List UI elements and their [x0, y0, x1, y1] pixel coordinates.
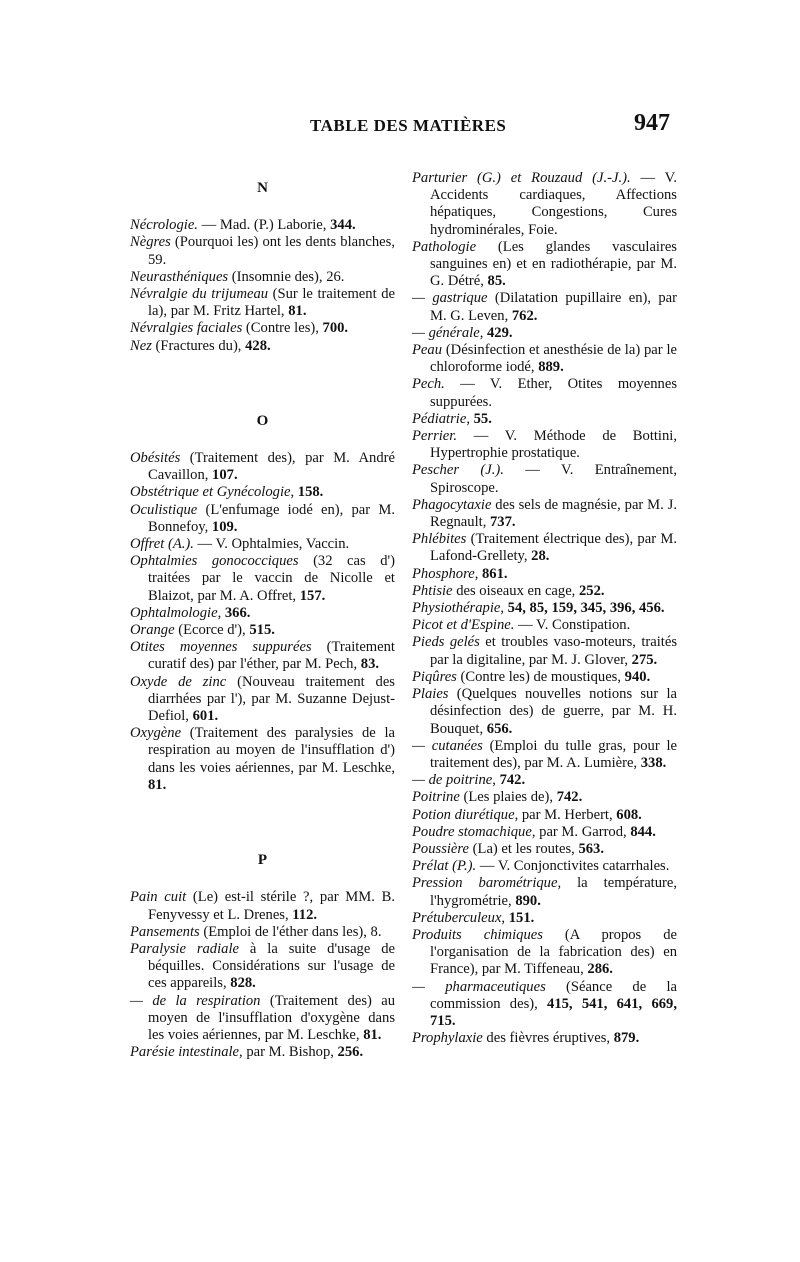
entry-text: (Quelques nouvelles notions sur la désinfection des) de guerre, par M. H. Bouquet,	[430, 686, 677, 737]
entry-topic: Nègres	[130, 234, 171, 251]
index-entry	[130, 725, 395, 794]
entry-topic: Picot et d'Espine.	[412, 617, 515, 634]
index-entry	[412, 325, 677, 342]
entry-text: à la suite d'usage de béquilles. Considérations sur l'usage de ces appareils,	[148, 940, 395, 992]
index-entry	[412, 583, 677, 600]
entry-pages: 81.	[288, 303, 307, 320]
entry-text: ,	[290, 484, 298, 501]
entry-pages: 81.	[363, 1026, 382, 1043]
index-entry	[130, 639, 395, 673]
index-entry	[412, 789, 677, 806]
entry-topic: Ophtalmies gonococciques	[130, 553, 299, 570]
entry-pages: 256.	[337, 1044, 364, 1061]
entry-pages: 158.	[297, 484, 324, 501]
index-entry	[130, 622, 395, 639]
entry-text: — V. Conjonctivites catarrhales.	[476, 858, 670, 875]
entry-text: (Fractures du),	[151, 337, 246, 354]
index-entry	[412, 807, 677, 824]
index-entry	[130, 338, 395, 355]
entry-topic: Poitrine	[412, 789, 460, 806]
entry-topic: Pansements	[130, 923, 200, 940]
index-entry	[412, 566, 677, 583]
entry-pages: 890.	[515, 892, 541, 909]
entry-topic: Pieds gelés	[412, 634, 480, 651]
entry-pages: 286.	[587, 961, 613, 978]
page-header	[120, 110, 670, 140]
entry-topic: Poudre stomachique	[412, 823, 532, 840]
index-entry	[412, 239, 677, 291]
entry-topic: Neurasthéniques	[130, 268, 229, 285]
entry-text: — Mad. (P.) Laborie,	[197, 217, 331, 234]
entry-topic: Parturier (G.) et Rouzaud (J.-J.).	[412, 170, 631, 186]
index-entry	[412, 342, 677, 376]
entry-text: — V. Ether, Otites moyennes suppurées.	[430, 376, 677, 410]
entry-topic: Oxygène	[130, 725, 182, 742]
entry-topic: Plaies	[412, 686, 449, 703]
entry-text: des sels de magnésie, par M. J. Regnault,	[430, 496, 677, 531]
entry-topic: Phosphore	[412, 565, 475, 582]
entry-pages: 28.	[531, 548, 550, 565]
entry-text: (Insomnie des), 26.	[228, 268, 345, 285]
entry-pages: 428.	[245, 337, 271, 354]
entry-pages: 415, 541, 641, 669, 715.	[430, 995, 677, 1029]
entry-text: (Emploi du tulle gras, pour le traitement des), par M. A. Lumière,	[430, 737, 678, 771]
entry-pages: 112.	[292, 906, 318, 923]
entry-pages: 861.	[482, 565, 508, 582]
entry-text: (Nouveau traitement des diarrhées par l'), par M. Suzanne Dejust-Defiol,	[148, 673, 395, 725]
index-entry	[130, 450, 395, 484]
entry-pages: 107.	[212, 467, 238, 484]
index-entry	[412, 600, 677, 617]
index-entry	[130, 993, 395, 1045]
entry-topic: Parésie intestinale	[130, 1044, 240, 1061]
entry-topic: Poussière	[412, 840, 470, 857]
index-entry	[130, 536, 395, 553]
entry-pages: 889.	[538, 359, 564, 376]
entry-pages: 85.	[487, 273, 506, 290]
entry-text: (Contre les),	[242, 320, 323, 337]
entry-topic: Produits chimiques	[412, 926, 543, 943]
entry-topic: — gastrique	[412, 290, 488, 307]
index-entry	[412, 531, 677, 565]
index-entry	[412, 462, 677, 496]
section-n-entries	[130, 217, 395, 355]
entry-topic: Offret (A.).	[130, 536, 194, 553]
entry-text: et troubles vaso-moteurs, traités par la digitaline, par M. J. Glover,	[430, 634, 678, 668]
entry-pages: 366.	[224, 604, 251, 621]
entry-topic: Nécrologie.	[130, 217, 198, 234]
section-o-entries	[130, 450, 395, 794]
index-entry	[412, 634, 677, 668]
index-entry	[130, 234, 395, 268]
index-entry	[130, 286, 395, 320]
entry-text: (Traitement curatif des) par l'éther, par M. Pech,	[148, 639, 395, 673]
index-entry	[412, 617, 677, 634]
entry-text: ,	[217, 604, 225, 621]
index-entry	[130, 484, 395, 501]
entry-topic: Obstétrique et Gynécologie	[130, 484, 291, 501]
entry-topic: Pédiatrie	[412, 410, 467, 427]
index-entry	[412, 686, 677, 738]
entry-pages: 656.	[486, 720, 513, 737]
entry-pages: 742.	[499, 772, 526, 789]
entry-pages: 344.	[330, 217, 356, 234]
entry-text: (L'enfumage iodé en), par M. Bonnefoy,	[148, 501, 395, 535]
entry-topic: Prétuberculeux	[412, 909, 502, 926]
entry-topic: Pescher (J.).	[412, 462, 504, 479]
entry-text: , par M. Herbert,	[514, 806, 617, 823]
index-entry	[412, 858, 677, 875]
entry-pages: 515.	[249, 622, 275, 639]
entry-topic: Obésités	[130, 450, 181, 467]
entry-text: — V. Accidents cardiaques, Affections hépatiques, Congestions, Cures hydrominérales, Foie.	[430, 170, 677, 238]
entry-text: (Sur le traitement de la), par M. Fritz Hartel,	[148, 286, 395, 320]
entry-text: (Traitement des) au moyen de l'insufflation d'oxygène dans les voies aériennes, par M. Leschke,	[148, 992, 395, 1043]
section-letter-n: N	[257, 180, 268, 196]
entry-text: (Traitement des paralysies de la respiration au moyen de l'insufflation d') dans les voies aériennes, par M. Leschke,	[148, 725, 395, 776]
entry-text: ,	[479, 324, 487, 341]
entry-text: ,	[500, 600, 508, 617]
index-entry	[412, 910, 677, 927]
left-column	[130, 170, 395, 1061]
index-entry	[412, 497, 677, 531]
entry-pages: 844.	[630, 823, 656, 840]
entry-pages: 429.	[486, 324, 513, 341]
entry-text: (Le) est-il stérile ?, par MM. B. Fenyvessy et L. Drenes,	[148, 889, 395, 923]
entry-text: ,	[501, 909, 509, 926]
index-entry	[412, 772, 677, 789]
entry-text: ,	[474, 565, 482, 582]
index-entry	[412, 411, 677, 428]
index-entry	[412, 927, 677, 979]
entry-pages: 700.	[322, 320, 349, 337]
index-entry	[130, 502, 395, 536]
entry-text: , par M. Bishop,	[239, 1044, 338, 1061]
index-entry	[130, 605, 395, 622]
index-entry	[130, 941, 395, 993]
entry-pages: 157.	[299, 587, 326, 604]
entry-text: , la température, l'hygrométrie,	[430, 875, 678, 909]
entry-text: (Ecorce d'),	[174, 622, 250, 639]
entry-pages: 940.	[624, 668, 651, 685]
index-entry	[412, 1030, 677, 1047]
entry-text: — V. Constipation.	[514, 617, 631, 634]
entry-pages: 83.	[360, 656, 380, 673]
index-entry	[130, 889, 395, 923]
right-column	[412, 170, 677, 1047]
entry-topic: Phlébites	[412, 531, 467, 548]
entry-pages: 81.	[148, 776, 167, 793]
index-entry	[412, 738, 677, 772]
entry-text: ,	[492, 772, 500, 789]
entry-pages: 151.	[508, 909, 535, 926]
entry-topic: Pathologie	[412, 238, 477, 255]
entry-text: (Traitement électrique des), par M. Lafond-Grellety,	[430, 531, 677, 565]
entry-pages: 742.	[556, 789, 583, 806]
index-entry	[412, 669, 677, 686]
entry-text: (Séance de la commission des),	[430, 978, 677, 1012]
entry-pages: 55.	[473, 410, 492, 427]
entry-text: des fièvres éruptives,	[482, 1030, 614, 1047]
entry-text: (Emploi de l'éther dans les), 8.	[199, 923, 382, 940]
entry-topic: — générale	[412, 324, 480, 341]
entry-topic: Otites moyennes suppurées	[130, 639, 312, 656]
entry-pages: 563.	[578, 840, 604, 857]
entry-text: des oiseaux en cage,	[452, 582, 579, 599]
entry-pages: 338.	[640, 754, 667, 771]
index-entry	[412, 875, 677, 909]
index-entry	[412, 979, 677, 1031]
entry-pages: 828.	[230, 975, 256, 992]
entry-text: — V. Méthode de Bottini, Hypertrophie prostatique.	[430, 428, 677, 462]
entry-text: (Les glandes vasculaires sanguines en) et en radiothérapie, par M. G. Détré,	[430, 238, 677, 290]
entry-topic: Orange	[130, 622, 175, 639]
section-p-entries	[130, 889, 395, 1061]
entry-pages: 252.	[578, 582, 605, 599]
index-entry	[412, 376, 677, 410]
index-entry	[412, 824, 677, 841]
entry-topic: — pharmaceutiques	[412, 978, 546, 995]
entry-topic: Pain cuit	[130, 889, 187, 906]
entry-topic: — de poitrine	[412, 772, 493, 789]
entry-topic: Prélat (P.).	[412, 858, 477, 875]
index-entry	[130, 269, 395, 286]
index-entry	[130, 674, 395, 726]
entry-pages: 109.	[211, 518, 238, 535]
entry-text: (Dilatation pupillaire en), par M. G. Leven,	[430, 290, 678, 324]
section-letter-p: P	[257, 852, 268, 869]
entry-topic: Phagocytaxie	[412, 496, 492, 513]
entry-text: ,	[466, 410, 474, 427]
entry-pages: 54, 85, 159, 345, 396, 456.	[507, 600, 665, 617]
entry-pages: 879.	[613, 1030, 640, 1047]
entry-text: (A propos de l'organisation de la fabrication des) en France), par M. Tiffeneau,	[430, 926, 677, 978]
index-entry	[412, 428, 677, 462]
entry-pages: 275.	[631, 651, 658, 668]
entry-topic: Physiothérapie	[412, 600, 501, 617]
entry-topic: — cutanées	[412, 737, 483, 754]
index-entry	[130, 320, 395, 337]
entry-pages: 762.	[511, 307, 538, 324]
entry-topic: Piqûres	[412, 668, 457, 685]
index-entry	[130, 1044, 395, 1061]
entry-text: (Contre les) de moustiques,	[456, 668, 625, 685]
entry-topic: Oculistique	[130, 501, 198, 518]
entry-pages: 737.	[490, 514, 516, 531]
entry-pages: 608.	[616, 806, 642, 823]
entry-text: , par M. Garrod,	[531, 823, 631, 840]
entry-text: (32 cas d') traitées par le vaccin de Nicolle et Blaizot, par M. A. Offret,	[148, 553, 395, 604]
index-entry	[130, 553, 395, 605]
right-column-entries	[412, 170, 677, 1047]
entry-text: (Désinfection et anesthésie de la) par le chloroforme iodé,	[430, 342, 677, 376]
entry-topic: Peau	[412, 342, 442, 359]
entry-topic: Névralgie du trijumeau	[130, 286, 269, 303]
entry-topic: — de la respiration	[130, 992, 261, 1009]
entry-topic: Oxyde de zinc	[130, 673, 227, 690]
index-entry	[130, 217, 395, 234]
index-entry	[130, 924, 395, 941]
running-title: TABLE DES MATIÈRES	[310, 116, 507, 135]
entry-topic: Névralgies faciales	[130, 320, 243, 337]
entry-topic: Paralysie radiale	[130, 940, 239, 957]
page-number: 947	[634, 110, 670, 136]
entry-topic: Ophtalmologie	[130, 604, 218, 621]
entry-text: — V. Entraînement, Spiroscope.	[430, 462, 677, 496]
entry-text: (Traitement des), par M. André Cavaillon,	[148, 450, 395, 484]
index-entry	[412, 170, 677, 239]
index-entry	[412, 290, 677, 324]
entry-pages: 601.	[192, 708, 219, 725]
entry-text: — V. Ophtalmies, Vaccin.	[193, 536, 350, 553]
entry-text: (La) et les routes,	[469, 840, 579, 857]
entry-topic: Pression barométrique	[412, 875, 558, 892]
section-letter-o: O	[256, 412, 269, 429]
entry-topic: Prophylaxie	[412, 1030, 483, 1047]
entry-topic: Nez	[130, 337, 152, 354]
entry-text: (Pourquoi les) ont les dents blanches, 59.	[148, 234, 395, 268]
entry-topic: Pech.	[412, 376, 445, 393]
entry-topic: Potion diurétique	[412, 806, 515, 823]
index-entry	[412, 841, 677, 858]
entry-topic: Phtisie	[412, 582, 453, 599]
entry-text: (Les plaies de),	[459, 789, 557, 806]
entry-topic: Perrier.	[412, 428, 457, 445]
